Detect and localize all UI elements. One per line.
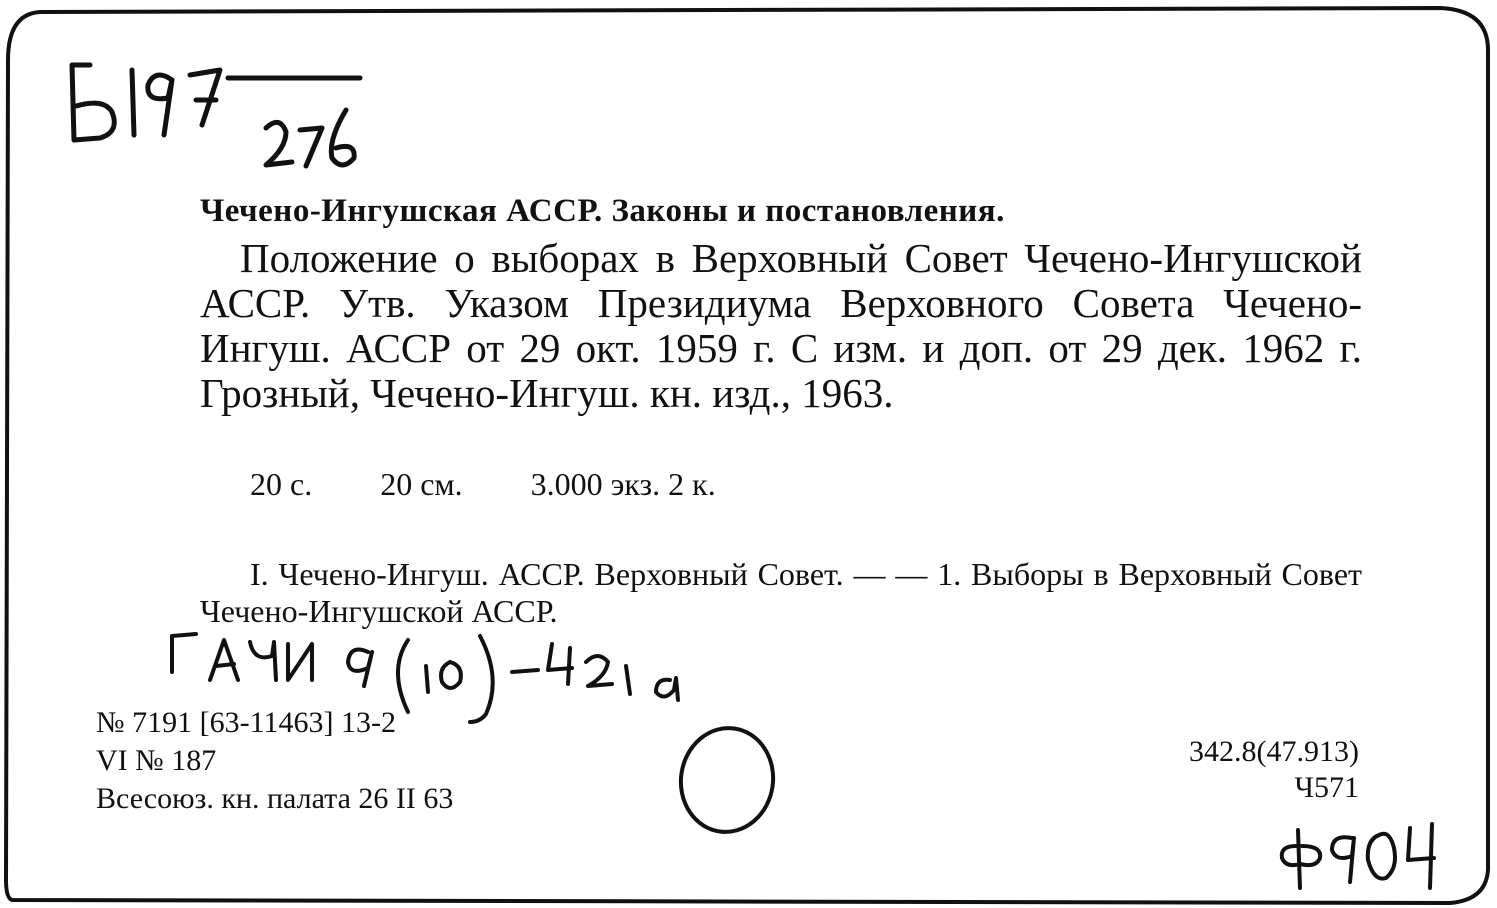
call-number-handwritten bbox=[60, 40, 380, 190]
card-number-line: Всесоюз. кн. палата 26 II 63 bbox=[96, 782, 454, 815]
classification-codes bbox=[1189, 734, 1359, 806]
card-number-line: № 7191 [63-11463] 13-2 bbox=[96, 706, 396, 739]
book-size: 20 см. bbox=[380, 466, 463, 502]
punch-hole bbox=[672, 722, 782, 838]
bibliographic-description: Положение о выборах в Верховный Совет Чечено-Ингушской АССР. Утв. Указом Президиума Верховного Совета Чечено-Ингуш. АССР от 29 окт. 1959 г. С изм. и доп. от 29 дек. 1962 г. Грозный, Чечено-Ингуш. кн. изд., 1963. bbox=[200, 235, 1362, 416]
card-numbers bbox=[96, 704, 453, 818]
udc-code: 342.8(47.913) bbox=[1189, 735, 1359, 768]
subject-tracings: I. Чечено-Ингуш. АССР. Верховный Совет. — — 1. Выборы в Верховный Совет Чечено-Ингушской АССР. bbox=[200, 556, 1362, 629]
author-code: Ч571 bbox=[1294, 771, 1359, 804]
collation-line bbox=[250, 466, 776, 503]
main-heading: Чечено-Ингушская АССР. Законы и постановления. bbox=[200, 193, 1005, 229]
copies-price: 3.000 экз. 2 к. bbox=[530, 466, 716, 502]
pages-count: 20 с. bbox=[250, 466, 313, 502]
fund-mark-handwritten bbox=[1270, 820, 1445, 895]
card-number-line: VI № 187 bbox=[96, 744, 217, 777]
